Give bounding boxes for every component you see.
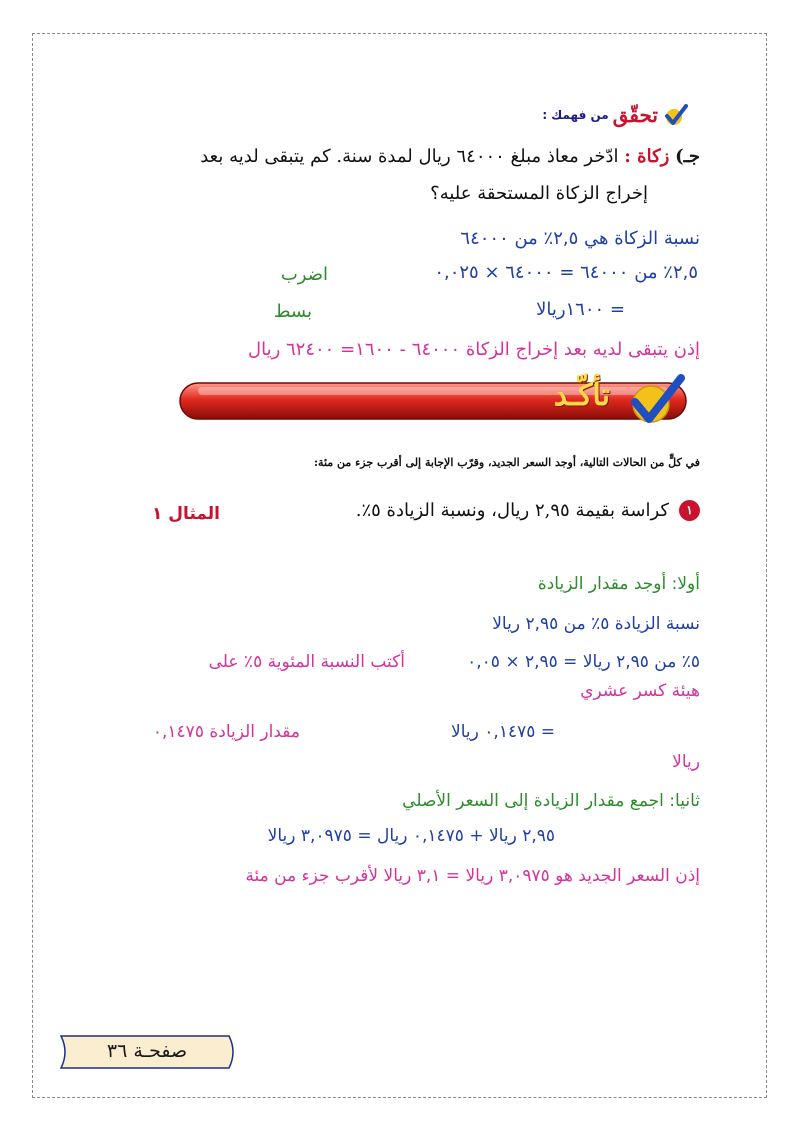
question-line-1 — [200, 146, 700, 167]
example-problem-line — [356, 500, 700, 521]
zakat-rate-line: نسبة الزكاة هي ٢,٥٪ من ٦٤٠٠٠ — [460, 228, 700, 249]
step1-title: أولا: أوجد مقدار الزيادة — [537, 574, 700, 594]
checkmark-badge-icon — [625, 374, 685, 428]
example-number-badge: ١ — [679, 500, 700, 521]
check-understanding-header — [542, 103, 688, 127]
zakat-multiply-expr: ٢,٥٪ من ٦٤٠٠٠ = ٦٤٠٠٠ × ٠,٠٢٥ — [434, 262, 698, 283]
page-frame — [32, 33, 767, 1098]
banner-title: تأكّـد — [553, 378, 610, 413]
zakat-multiply-note: اضرب — [280, 264, 328, 285]
step1-multiply-note-cont: هيئة كسر عشري — [580, 681, 700, 701]
step1-result-expr: = ٠,١٤٧٥ ريالا — [451, 722, 555, 742]
question-text-1: ادّخر معاذ مبلغ ٦٤٠٠٠ ريال لمدة سنة. كم يتبقى لديه بعد — [200, 146, 619, 167]
question-keyword: زكاة : — [624, 146, 670, 167]
check-title: تحقّق — [612, 103, 658, 127]
confirm-banner — [178, 371, 688, 427]
step1-rate-line: نسبة الزيادة ٥٪ من ٢,٩٥ ريالا — [492, 614, 700, 634]
final-conclusion: إذن السعر الجديد هو ٣,٠٩٧٥ ريالا = ٣,١ ريالا لأقرب جزء من مئة — [245, 866, 700, 886]
example-label: المثال ١ — [152, 504, 220, 524]
step2-title: ثانيا: اجمع مقدار الزيادة إلى السعر الأصلي — [402, 791, 700, 811]
step1-multiply-expr: ٥٪ من ٢,٩٥ ريالا = ٢,٩٥ × ٠,٠٥ — [467, 652, 700, 672]
step1-multiply-note: أكتب النسبة المئوية ٥٪ على — [208, 652, 405, 672]
checkmark-icon — [662, 103, 688, 127]
example-problem: كراسة بقيمة ٢,٩٥ ريال، ونسبة الزيادة ٥٪. — [355, 500, 669, 521]
question-letter: جـ) — [675, 146, 700, 167]
step2-sum-expr: ٢,٩٥ ريالا + ٠,١٤٧٥ ريال = ٣,٠٩٧٥ ريالا — [267, 826, 555, 846]
zakat-simplify-note: بسط — [273, 301, 312, 322]
zakat-result-expr: = ١٦٠٠ريالا — [536, 299, 625, 320]
step1-result-note-cont: ريالا — [672, 752, 700, 772]
zakat-conclusion: إذن يتبقى لديه بعد إخراج الزكاة ٦٤٠٠٠ - ١٦٠٠= ٦٢٤٠٠ ريال — [248, 339, 700, 360]
step1-result-note: مقدار الزيادة ٠,١٤٧٥ — [152, 722, 300, 742]
instructions-text: في كلٍّ من الحالات التالية، أوجد السعر الجديد، وقرّب الإجابة إلى أقرب جزء من مئة: — [314, 456, 700, 469]
check-subtitle: من فهمك : — [542, 108, 609, 122]
page-number-label: صفحـة ٣٦ — [106, 1040, 188, 1062]
question-line-2: إخراج الزكاة المستحقة عليه؟ — [430, 183, 648, 204]
